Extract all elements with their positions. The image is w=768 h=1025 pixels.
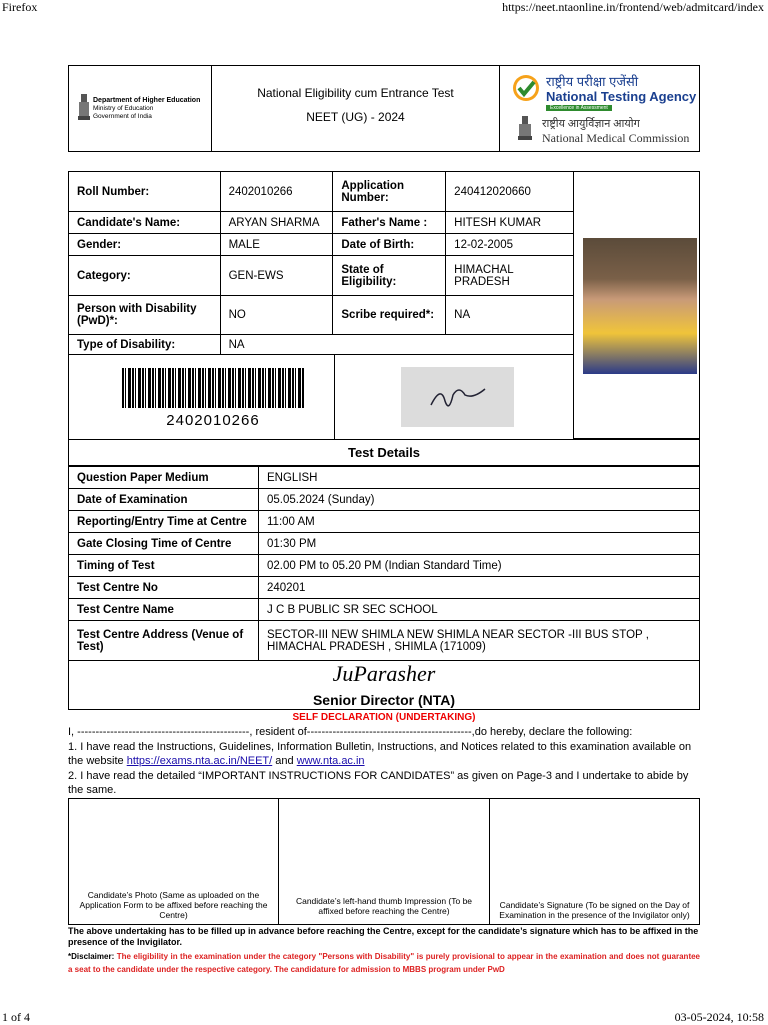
- row-value: ENGLISH: [259, 467, 700, 489]
- table-row: [69, 296, 574, 335]
- thumb-caption: Candidate’s left-hand thumb Impression (To be affixed before reaching the Centre): [295, 896, 473, 916]
- nta-tagline: Excellence in Assessment: [546, 105, 612, 111]
- row-label: Gate Closing Time of Centre: [69, 533, 259, 555]
- nta-website-link[interactable]: www.nta.ac.in: [296, 755, 365, 767]
- table-row: [69, 489, 700, 511]
- category-label: Category:: [69, 256, 221, 296]
- emblem-icon: [77, 92, 91, 124]
- state-value: HIMACHAL PRADESH: [446, 256, 574, 296]
- pwd-value: NO: [220, 296, 333, 335]
- declaration-line-2: [68, 740, 700, 768]
- row-label: Reporting/Entry Time at Centre: [69, 511, 259, 533]
- nta-logo-cell: [500, 66, 699, 151]
- nta-check-icon: [512, 74, 540, 102]
- neet-website-link[interactable]: https://exams.nta.ac.in/NEET/: [126, 755, 273, 767]
- table-row: [69, 599, 700, 621]
- undertaking-note: The above undertaking has to be filled up in advance before reaching the Centre, except for the candidate’s signature which has to be affixed in the presence of the Invigilator.: [68, 926, 699, 947]
- test-details-table: [68, 466, 700, 661]
- declaration-line-1: I, -----------------------------------------------, resident of---------------------------------------------,do hereby, declare the following:: [68, 726, 633, 738]
- barcode-signature-row: [68, 354, 574, 440]
- row-value: SECTOR-III NEW SHIMLA NEW SHIMLA NEAR SECTOR -III BUS STOP , HIMACHAL PRADESH , SHIMLA (171009): [259, 621, 700, 661]
- dob-label: Date of Birth:: [333, 234, 446, 256]
- table-row: [69, 256, 574, 296]
- exam-title-cell: [212, 66, 500, 151]
- disability-value: NA: [220, 335, 573, 355]
- row-value: 11:00 AM: [259, 511, 700, 533]
- category-value: GEN-EWS: [220, 256, 333, 296]
- scribe-value: NA: [446, 296, 574, 335]
- row-value: 240201: [259, 577, 700, 599]
- row-value: 01:30 PM: [259, 533, 700, 555]
- candidate-photo-box: [574, 171, 700, 439]
- scribe-label: Scribe required*:: [333, 296, 446, 335]
- disclaimer-text: The eligibility in the examination under the category "Persons with Disability" is purely provisional to appear in the examination and does not guarantee a seat to the candidate under the respective category. The candidature for admission to MBBS program under PwD: [68, 952, 701, 974]
- row-value: 05.05.2024 (Sunday): [259, 489, 700, 511]
- test-details-heading: Test Details: [68, 439, 700, 466]
- gender-value: MALE: [220, 234, 333, 256]
- table-row: [69, 234, 574, 256]
- table-row: [69, 212, 574, 234]
- ministry-name: Ministry of Education: [93, 105, 154, 112]
- application-value: 240412020660: [446, 172, 574, 212]
- nta-english-name: National Testing Agency: [546, 89, 697, 104]
- disability-label: Type of Disability:: [69, 335, 221, 355]
- candidate-sign-box: [490, 799, 699, 924]
- undertaking-boxes: [68, 798, 700, 925]
- row-label: Timing of Test: [69, 555, 259, 577]
- browser-url[interactable]: https://neet.ntaonline.in/frontend/web/admitcard/index: [502, 0, 764, 14]
- table-row: [69, 335, 574, 355]
- photo-affix-caption: Candidate’s Photo (Same as uploaded on the Application Form to be affixed before reaching the Centre): [79, 890, 268, 920]
- exam-sub: NEET (UG) - 2024: [306, 110, 405, 124]
- govt-name: Government of India: [93, 113, 152, 120]
- sign-caption: Candidate’s Signature (To be signed on the Day of Examination in the presence of the Invigilator only): [499, 900, 690, 920]
- state-label: State of Eligibility:: [333, 256, 446, 296]
- row-label: Date of Examination: [69, 489, 259, 511]
- table-row: [69, 533, 700, 555]
- gender-label: Gender:: [69, 234, 221, 256]
- row-label: Test Centre Name: [69, 599, 259, 621]
- candidate-signature-image: [401, 367, 514, 427]
- table-row: [69, 172, 574, 212]
- roll-value: 2402010266: [220, 172, 333, 212]
- table-row: [69, 577, 700, 599]
- dept-logo-cell: [69, 66, 212, 151]
- application-label: Application Number:: [333, 172, 446, 212]
- declaration-line-3: 2. I have read the detailed “IMPORTANT INSTRUCTIONS FOR CANDIDATES” as given on Page-3 and I undertake to abide by the same.: [68, 770, 689, 796]
- barcode-number: 2402010266: [166, 412, 260, 429]
- nta-hindi-name: राष्ट्रीय परीक्षा एजेंसी: [546, 74, 639, 89]
- disclaimer-label: *Disclaimer:: [68, 952, 117, 961]
- table-row: [69, 621, 700, 661]
- declaration-line-2-text: 1. I have read the Instructions, Guidelines, Information Bulletin, Instructions, and Notices related to this examination available on the website: [68, 741, 692, 767]
- declaration-heading: SELF DECLARATION (UNDERTAKING): [292, 712, 476, 723]
- page-number: 1 of 4: [2, 1010, 30, 1024]
- row-label: Test Centre No: [69, 577, 259, 599]
- director-signature: JuParasher: [332, 661, 436, 686]
- admit-card-header: [68, 65, 700, 152]
- row-value: J C B PUBLIC SR SEC SCHOOL: [259, 599, 700, 621]
- dob-value: 12-02-2005: [446, 234, 574, 256]
- table-row: [69, 467, 700, 489]
- barcode-image: [122, 368, 304, 408]
- row-label: Question Paper Medium: [69, 467, 259, 489]
- candidate-photo: [583, 238, 697, 374]
- nmc-english-name: National Medical Commission: [542, 131, 690, 145]
- director-title: Senior Director (NTA): [312, 692, 456, 708]
- roll-label: Roll Number:: [69, 172, 221, 212]
- browser-app-name: Firefox: [2, 0, 38, 14]
- thumb-impression-box: [279, 799, 490, 924]
- row-value: 02.00 PM to 05.20 PM (Indian Standard Time): [259, 555, 700, 577]
- candidate-details-table: [68, 171, 574, 355]
- photo-affix-box: [69, 799, 279, 924]
- father-label: Father's Name :: [333, 212, 446, 234]
- nmc-hindi-name: राष्ट्रीय आयुर्विज्ञान आयोग: [542, 118, 640, 130]
- father-value: HITESH KUMAR: [446, 212, 574, 234]
- table-row: [69, 555, 700, 577]
- print-datetime: 03-05-2024, 10:58: [674, 1010, 764, 1024]
- pwd-label: Person with Disability (PwD)*:: [69, 296, 221, 335]
- dept-name: Department of Higher Education: [93, 97, 201, 104]
- table-row: [69, 511, 700, 533]
- nmc-emblem-icon: [516, 114, 534, 144]
- exam-name: National Eligibility cum Entrance Test: [257, 86, 454, 100]
- name-value: ARYAN SHARMA: [220, 212, 333, 234]
- director-signature-box: [68, 660, 700, 710]
- declaration-and: and: [272, 755, 297, 767]
- disclaimer: [68, 950, 700, 976]
- row-label: Test Centre Address (Venue of Test): [69, 621, 259, 661]
- name-label: Candidate's Name:: [69, 212, 221, 234]
